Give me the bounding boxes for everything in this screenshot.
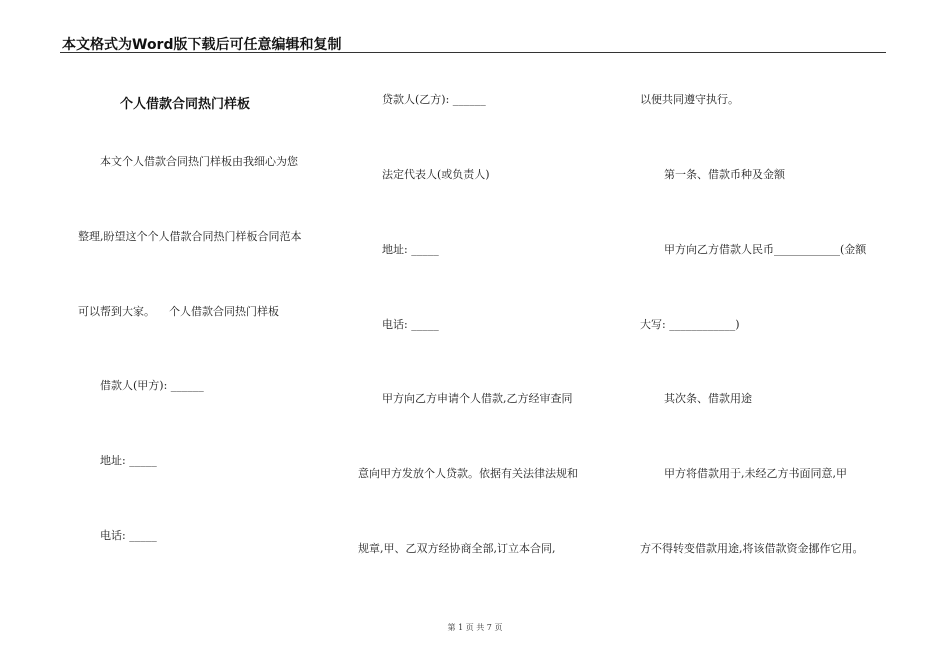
col1-line-6: 电话: _____: [100, 529, 157, 542]
col3-line-1: 以便共同遵守执行。: [640, 93, 739, 106]
col1-line-1: 本文个人借款合同热门样板由我细心为您: [100, 155, 298, 168]
col2-line-2: 法定代表人(或负责人): [382, 168, 490, 181]
col1-line-3: 可以帮到大家。 个人借款合同热门样板: [78, 305, 279, 318]
col1-line-4: 借款人(甲方): ______: [100, 379, 204, 392]
col3-line-4: 大写: ____________): [640, 318, 740, 331]
page-indicator: 第 1 页 共 7 页: [447, 623, 503, 632]
col3-line-2: 第一条、借款币种及金额: [664, 168, 785, 181]
col2-line-7: 规章,甲、乙双方经协商全部,订立本合同,: [358, 542, 556, 555]
document-banner: 本文格式为Word版下载后可任意编辑和复制: [62, 37, 342, 53]
col2-line-4: 电话: _____: [382, 318, 439, 331]
col3-line-5: 其次条、借款用途: [664, 392, 752, 405]
col2-line-3: 地址: _____: [382, 243, 439, 256]
col2-line-1: 贷款人(乙方): ______: [382, 93, 486, 106]
document-title: 个人借款合同热门样板: [120, 97, 251, 112]
col3-line-6: 甲方将借款用于,未经乙方书面同意,甲: [664, 467, 847, 480]
col3-line-7: 方不得转变借款用途,将该借款资金挪作它用。: [640, 542, 864, 555]
col2-line-5: 甲方向乙方申请个人借款,乙方经审查同: [382, 392, 573, 405]
col1-line-2: 整理,盼望这个个人借款合同热门样板合同范本: [78, 230, 302, 243]
col2-line-6: 意向甲方发放个人贷款。依据有关法律法规和: [358, 467, 578, 480]
col3-line-3: 甲方向乙方借款人民币____________(金额: [664, 243, 867, 256]
col1-line-5: 地址: _____: [100, 454, 157, 467]
header-rule: [60, 52, 886, 53]
